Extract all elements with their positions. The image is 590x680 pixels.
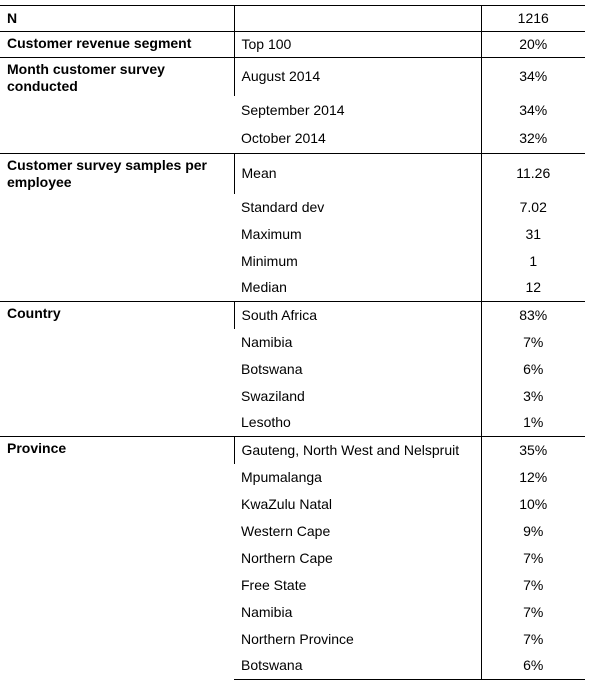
row-value: 12 <box>481 275 585 302</box>
row-value: 12% <box>481 464 585 491</box>
category-label: Month customer survey conducted <box>0 58 234 154</box>
row-value: 7% <box>481 572 585 599</box>
row-label: Lesotho <box>241 414 291 431</box>
row-label: Mpumalanga <box>241 468 322 485</box>
row-label: Botswana <box>241 360 303 377</box>
sample-statistics-table <box>0 5 585 680</box>
category-label: Province <box>0 437 234 680</box>
category-label: Country <box>0 302 234 437</box>
row-label: Free State <box>241 576 307 593</box>
row-value: 1 <box>481 248 585 275</box>
row-label: Maximum <box>241 225 302 242</box>
row-value: 7% <box>481 329 585 356</box>
row-label: August 2014 <box>234 58 481 96</box>
row-label: Mean <box>234 154 481 194</box>
row-value: 7% <box>481 545 585 572</box>
table-row <box>0 58 585 96</box>
row-value: 3% <box>481 383 585 410</box>
row-value: 34% <box>481 96 585 125</box>
row-value: 6% <box>481 356 585 383</box>
row-label: Northern Cape <box>241 549 333 566</box>
row-label: October 2014 <box>241 130 326 147</box>
row-value: 10% <box>481 491 585 518</box>
row-value: 20% <box>481 32 585 58</box>
row-label: Namibia <box>241 333 293 350</box>
row-value: 9% <box>481 518 585 545</box>
row-value: 7% <box>481 599 585 626</box>
category-label: Customer survey samples per employee <box>0 154 234 302</box>
row-label: Minimum <box>241 252 298 269</box>
row-value: 7% <box>481 626 585 653</box>
table-row <box>0 154 585 194</box>
row-label: Botswana <box>234 653 481 680</box>
row-value: 1% <box>481 410 585 437</box>
row-value: 35% <box>481 437 585 464</box>
header-row <box>0 6 585 32</box>
row-label: KwaZulu Natal <box>241 495 333 512</box>
row-label: Top 100 <box>234 32 481 58</box>
table-body <box>0 6 585 680</box>
row-value: 32% <box>481 125 585 154</box>
row-value: 6% <box>481 653 585 680</box>
row-label: Swaziland <box>241 387 305 404</box>
row-label: South Africa <box>234 302 481 329</box>
row-value: 7.02 <box>481 194 585 221</box>
row-label: Median <box>241 279 287 296</box>
row-value: 34% <box>481 58 585 96</box>
row-value: 83% <box>481 302 585 329</box>
table-row <box>0 437 585 464</box>
n-label: N <box>0 6 234 32</box>
category-label: Customer revenue segment <box>0 32 234 58</box>
table-row <box>0 302 585 329</box>
n-value: 1216 <box>481 6 585 32</box>
row-label: Standard dev <box>241 198 325 215</box>
row-label: Gauteng, North West and Nelspruit <box>234 437 481 464</box>
row-value: 11.26 <box>481 154 585 194</box>
row-label: Northern Province <box>241 630 354 647</box>
row-value: 31 <box>481 221 585 248</box>
row-label: Namibia <box>241 603 293 620</box>
row-label: Western Cape <box>241 522 331 539</box>
row-label: September 2014 <box>241 101 345 118</box>
table-row <box>0 32 585 58</box>
n-empty-cell <box>234 6 481 32</box>
